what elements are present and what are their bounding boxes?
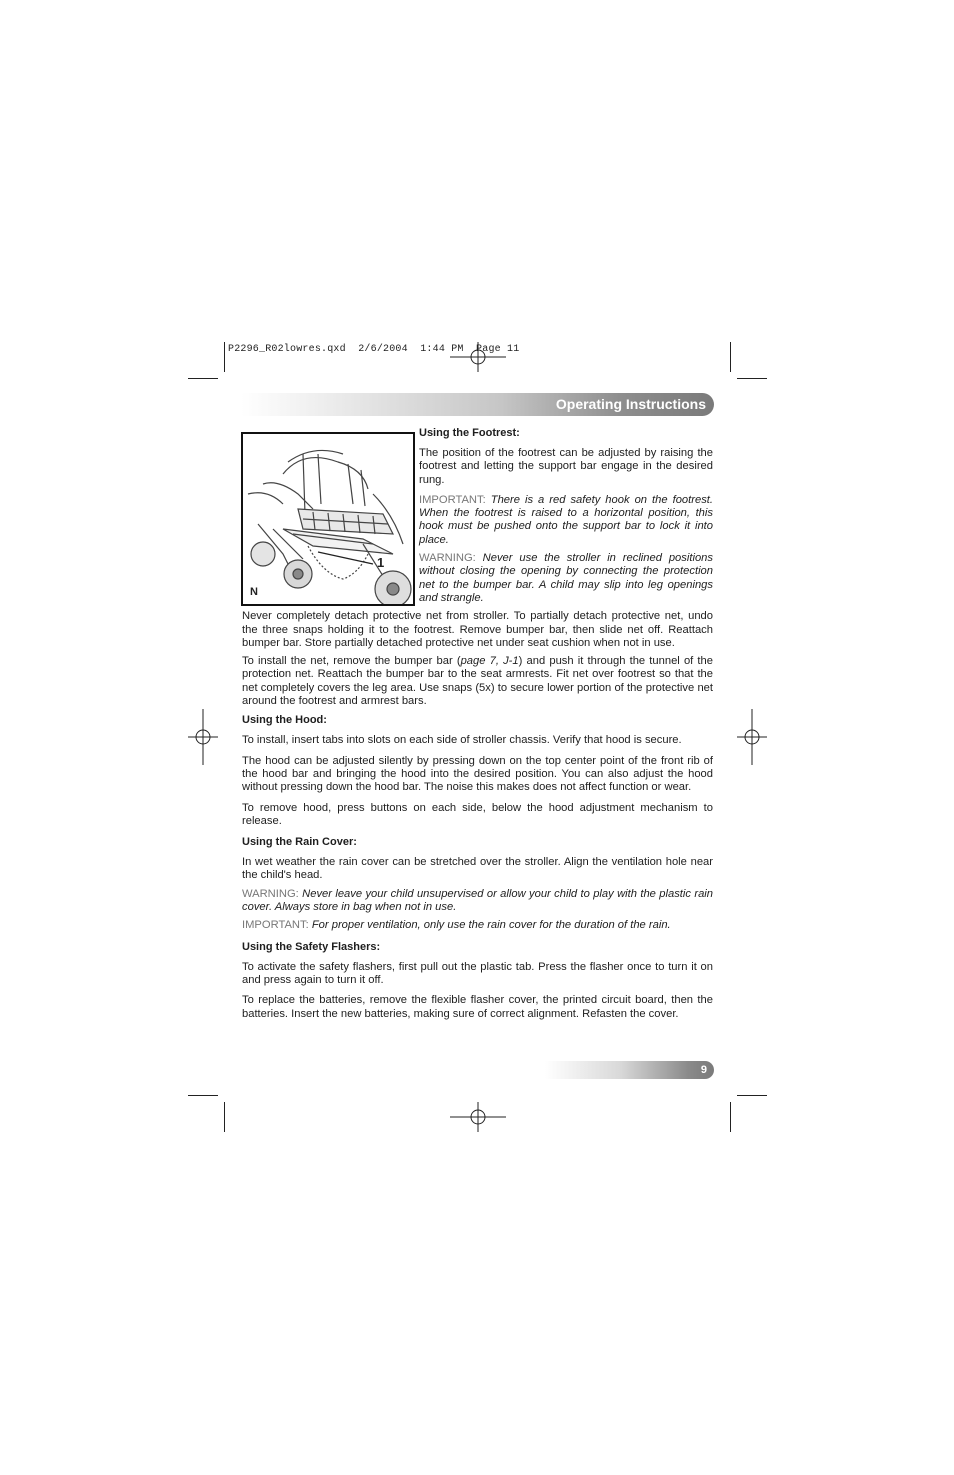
registration-mark-bottom [448,1100,508,1134]
page-number: 9 [700,1064,707,1076]
instructions-body [242,426,713,1028]
section-title: Operating Instructions [555,396,706,412]
crop-mark-top-right-vertical [730,342,731,372]
warning-label: WARNING: [419,552,476,565]
install-text-end: ) and push it through the tunnel of the protection net. Reattach the bumper bar to the seat armrests. Fit net over footrest so that the net completely covers the leg area. Use snaps (5x) to secure lower portion of the protective net around the footrest and armrest bars. [242,655,713,708]
hood-heading: Using the Hood: [242,714,327,727]
registration-mark-right [735,708,769,766]
flashers-activate-paragraph: To activate the safety flashers, first pull out the plastic tab. Press the flasher once to turn it on and press again to turn it off. [242,960,713,986]
crop-mark-bottom-right-horizontal [737,1095,767,1096]
rain-cover-paragraph: In wet weather the rain cover can be stretched over the stroller. Align the ventilation hole near the child's head. [242,856,713,882]
rain-cover-heading: Using the Rain Cover: [242,836,357,849]
hood-adjust-paragraph: The hood can be adjusted silently by pressing down on the top center point of the front rib of the hood bar and bringing the hood into the desired position. You can also adjust the hood without pressing down the hood bar. The noise this makes does not affect function or wear. [242,754,713,794]
crop-mark-bottom-right-vertical [730,1102,731,1132]
registration-mark-top [448,340,508,374]
footrest-heading: Using the Footrest: [419,427,520,439]
important-text: For proper ventilation, only use the rain cover for the duration of the rain. [311,919,671,932]
crop-mark-bottom-left-horizontal [188,1095,218,1096]
install-text-start: To install the net, remove the bumper bar ( [242,655,461,668]
crop-mark-top-left-vertical [224,342,225,372]
safety-flashers-heading: Using the Safety Flashers: [242,940,381,953]
flashers-battery-paragraph: To replace the batteries, remove the flexible flasher cover, the printed circuit board, then the batteries. Insert the new batteries, making sure of correct alignment. Refasten the cover. [242,994,713,1020]
crop-mark-bottom-left-vertical [224,1102,225,1132]
hood-remove-paragraph: To remove hood, press buttons on each side, below the hood adjustment mechanism to release. [242,801,713,827]
crop-mark-top-left-horizontal [188,378,218,379]
print-slug: P2296_R02lowres.qxd 2/6/2004 1:44 PM Page 11 [228,344,520,355]
warning-label: WARNING: [242,887,299,900]
footrest-paragraph: The position of the footrest can be adjusted by raising the footrest and letting the support bar engage in the desired rung. [419,447,713,486]
warning-text: Never use the stroller in reclined positions without closing the opening by connecting the protection net to the bumper bar. A child may slip into leg openings and strangle. [419,552,713,604]
important-label: IMPORTANT: [242,919,309,932]
rain-cover-important-note [242,919,713,932]
rain-cover-warning-note [242,888,713,915]
figure-callout-number: 1 [377,555,385,570]
crop-mark-top-right-horizontal [737,378,767,379]
warning-text: Never leave your child unsupervised or allow your child to play with the plastic rain cover. Always store in bag when not in use. [242,887,713,914]
figure-letter-label: N [250,586,258,598]
registration-mark-left [186,708,220,766]
net-detach-paragraph: Never completely detach protective net from stroller. To partially detach protective net, undo the three snaps holding it to the footrest. Remove bumper bar, then slide net off. Reattach bumper bar. Store partially detached protective net under seat cushion when not in use. [242,610,713,649]
install-page-reference: page 7, J-1 [460,655,519,668]
important-text: There is a red safety hook on the footrest. When the footrest is raised to a horizontal position, this hook must be pushed onto the support bar to lock it into place. [419,493,713,546]
important-label: IMPORTANT: [419,493,486,506]
hood-install-paragraph: To install, insert tabs into slots on each side of stroller chassis. Verify that hood is secure. [242,734,682,747]
net-install-paragraph [242,655,713,708]
page-number-bar [545,1061,714,1079]
section-header-bar [241,393,714,416]
figure-spacer [242,426,419,604]
